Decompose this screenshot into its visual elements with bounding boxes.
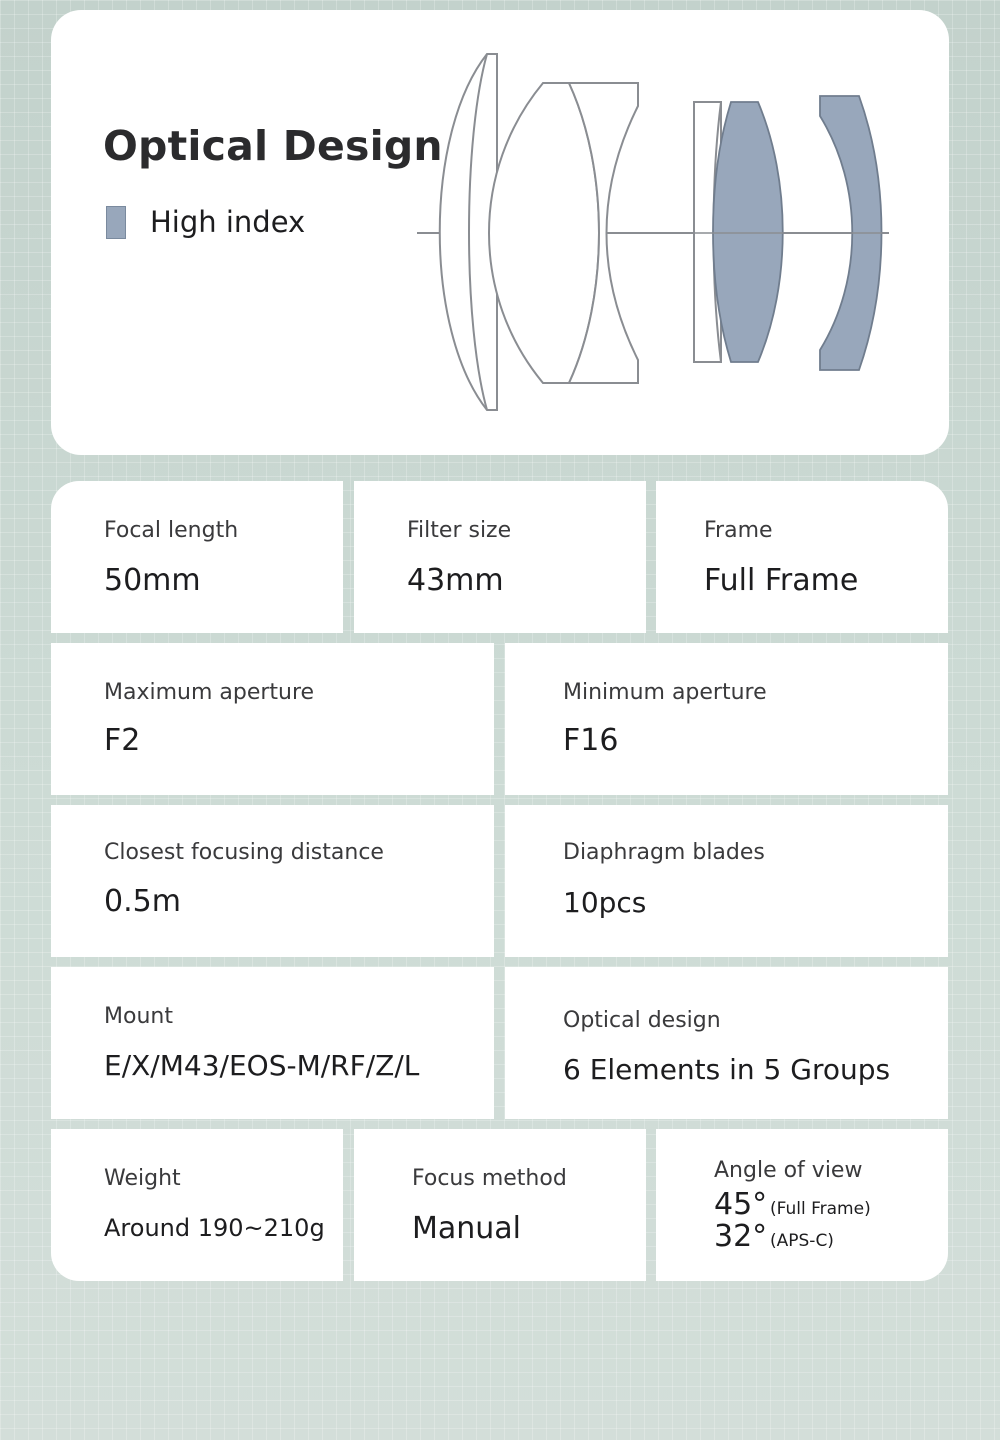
spec-label: Minimum aperture	[563, 680, 767, 705]
spec-label: Diaphragm blades	[563, 840, 765, 865]
spec-angle-of-view	[656, 1129, 948, 1281]
spec-frame	[656, 481, 948, 633]
spec-value: Full Frame	[704, 563, 859, 598]
spec-value: 6 Elements in 5 Groups	[563, 1053, 891, 1086]
lens-element-5-high-index	[713, 102, 783, 362]
spec-min-aperture	[505, 643, 948, 795]
angle-apsc-value: 32°	[714, 1219, 768, 1254]
spec-diaphragm-blades	[505, 805, 948, 957]
spec-filter-size	[354, 481, 646, 633]
lens-element-2	[489, 83, 599, 383]
spec-label: Maximum aperture	[104, 680, 315, 705]
spec-optical-design	[505, 967, 948, 1119]
spec-weight	[51, 1129, 343, 1281]
lens-element-diagram	[51, 10, 949, 455]
spec-closest-focus	[51, 805, 494, 957]
angle-apsc	[714, 1219, 834, 1254]
spec-value: E/X/M43/EOS-M/RF/Z/L	[104, 1049, 420, 1082]
spec-label: Filter size	[407, 518, 512, 543]
optical-design-title: Optical Design	[103, 122, 443, 170]
spec-label: Focal length	[104, 518, 239, 543]
spec-label: Closest focusing distance	[104, 840, 384, 865]
spec-value: 10pcs	[563, 886, 647, 919]
spec-label: Frame	[704, 518, 773, 543]
spec-label: Focus method	[412, 1166, 567, 1191]
angle-full-frame-value: 45°	[714, 1187, 768, 1222]
spec-focus-method	[354, 1129, 646, 1281]
spec-label: Mount	[104, 1004, 173, 1029]
spec-value: F16	[563, 723, 619, 758]
spec-max-aperture	[51, 643, 494, 795]
angle-full-frame	[714, 1187, 871, 1222]
spec-label: Angle of view	[714, 1158, 863, 1183]
spec-value: Manual	[412, 1211, 522, 1246]
legend-label: High index	[150, 205, 306, 239]
angle-full-frame-note: (Full Frame)	[770, 1199, 871, 1219]
spec-focal-length	[51, 481, 343, 633]
angle-apsc-note: (APS-C)	[770, 1231, 834, 1251]
spec-value: 43mm	[407, 563, 504, 598]
spec-value: 50mm	[104, 563, 201, 598]
spec-value: 0.5m	[104, 884, 181, 919]
spec-mount	[51, 967, 494, 1119]
spec-label: Optical design	[563, 1008, 721, 1033]
spec-value: F2	[104, 723, 141, 758]
spec-value: Around 190~210g	[104, 1214, 325, 1242]
optical-design-card	[51, 10, 949, 455]
spec-label: Weight	[104, 1166, 181, 1191]
